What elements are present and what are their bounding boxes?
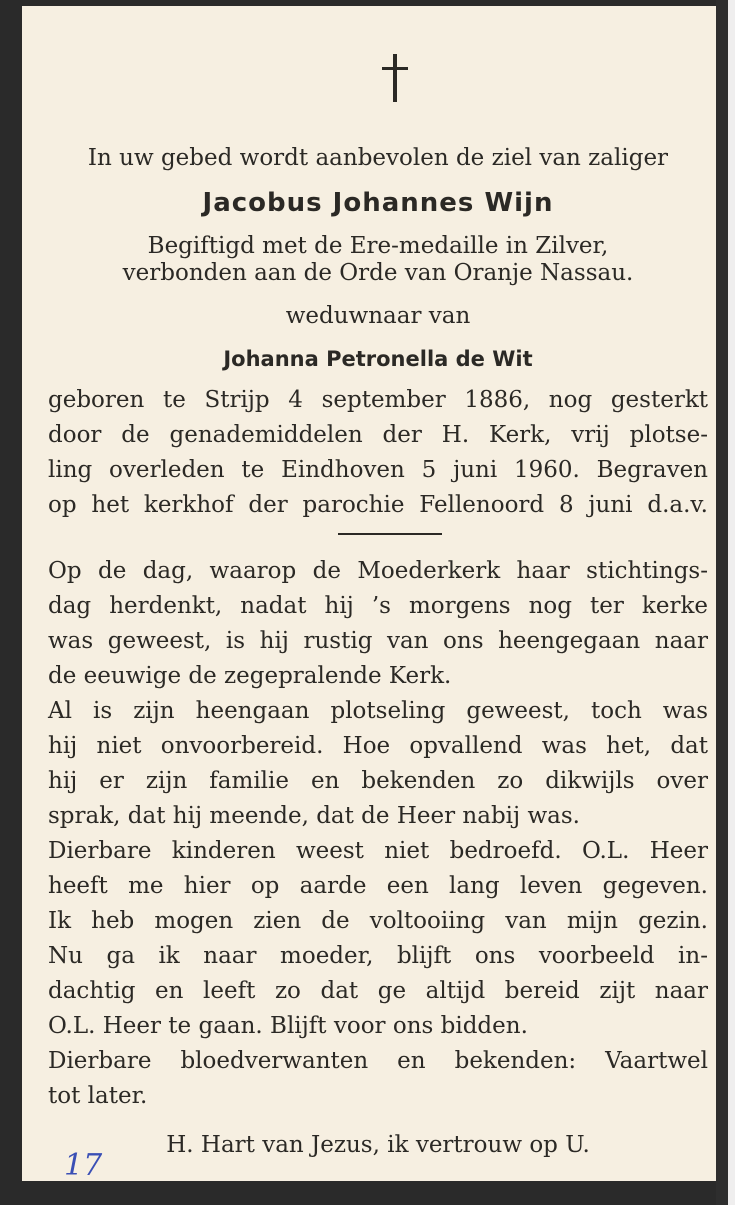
body-line: Op de dag, waarop de Moederkerk haar stichtings-	[48, 558, 708, 584]
body-line: tot later.	[48, 1083, 148, 1109]
card-right-edge	[716, 0, 735, 1205]
body-line: Al is zijn heengaan plotseling geweest, toch was	[48, 698, 708, 724]
bio-line: op het kerkhof der parochie Fellenoord 8 juni d.a.v.	[48, 492, 708, 518]
bio-line: door de genademiddelen der H. Kerk, vrij plotse-	[48, 422, 708, 448]
body-line: hij niet onvoorbereid. Hoe opvallend was het, dat	[48, 733, 708, 759]
body-line: Ik heb mogen zien de voltooiing van mijn gezin.	[48, 908, 708, 934]
handwritten-mark: 17	[64, 1148, 103, 1183]
body-line: hij er zijn familie en bekenden zo dikwijls over	[48, 768, 708, 794]
memorial-card	[22, 6, 716, 1181]
honor-line-1: Begiftigd met de Ere-medaille in Zilver,	[147, 233, 609, 259]
body-line: de eeuwige de zegepralende Kerk.	[48, 663, 452, 689]
widower-of: weduwnaar van	[285, 303, 471, 329]
body-line: Dierbare kinderen weest niet bedroefd. O.L. Heer	[48, 838, 708, 864]
cross-icon	[376, 54, 416, 104]
body-line: Dierbare bloedverwanten en bekenden: Vaartwel	[48, 1048, 708, 1074]
deceased-name: Jacobus Johannes Wijn	[202, 188, 554, 218]
spouse-name: Johanna Petronella de Wit	[223, 347, 533, 371]
body-line: dachtig en leeft zo dat ge altijd bereid zijt naar	[48, 978, 708, 1004]
honor-line-2: verbonden aan de Orde van Oranje Nassau.	[122, 260, 634, 286]
divider-rule	[338, 533, 442, 535]
bio-line: ling overleden te Eindhoven 5 juni 1960. Begraven	[48, 457, 708, 483]
bio-line: geboren te Strijp 4 september 1886, nog gesterkt	[48, 387, 708, 413]
body-line: sprak, dat hij meende, dat de Heer nabij was.	[48, 803, 580, 829]
body-line: O.L. Heer te gaan. Blijft voor ons bidden.	[48, 1013, 528, 1039]
intro-line: In uw gebed wordt aanbevolen de ziel van zaliger	[87, 145, 669, 171]
body-line: dag herdenkt, nadat hij ’s morgens nog ter kerke	[48, 593, 708, 619]
body-line: was geweest, is hij rustig van ons heengegaan naar	[48, 628, 708, 654]
body-line: Nu ga ik naar moeder, blijft ons voorbeeld in-	[48, 943, 708, 969]
closing-prayer: H. Hart van Jezus, ik vertrouw op U.	[166, 1132, 590, 1158]
body-line: heeft me hier op aarde een lang leven gegeven.	[48, 873, 708, 899]
